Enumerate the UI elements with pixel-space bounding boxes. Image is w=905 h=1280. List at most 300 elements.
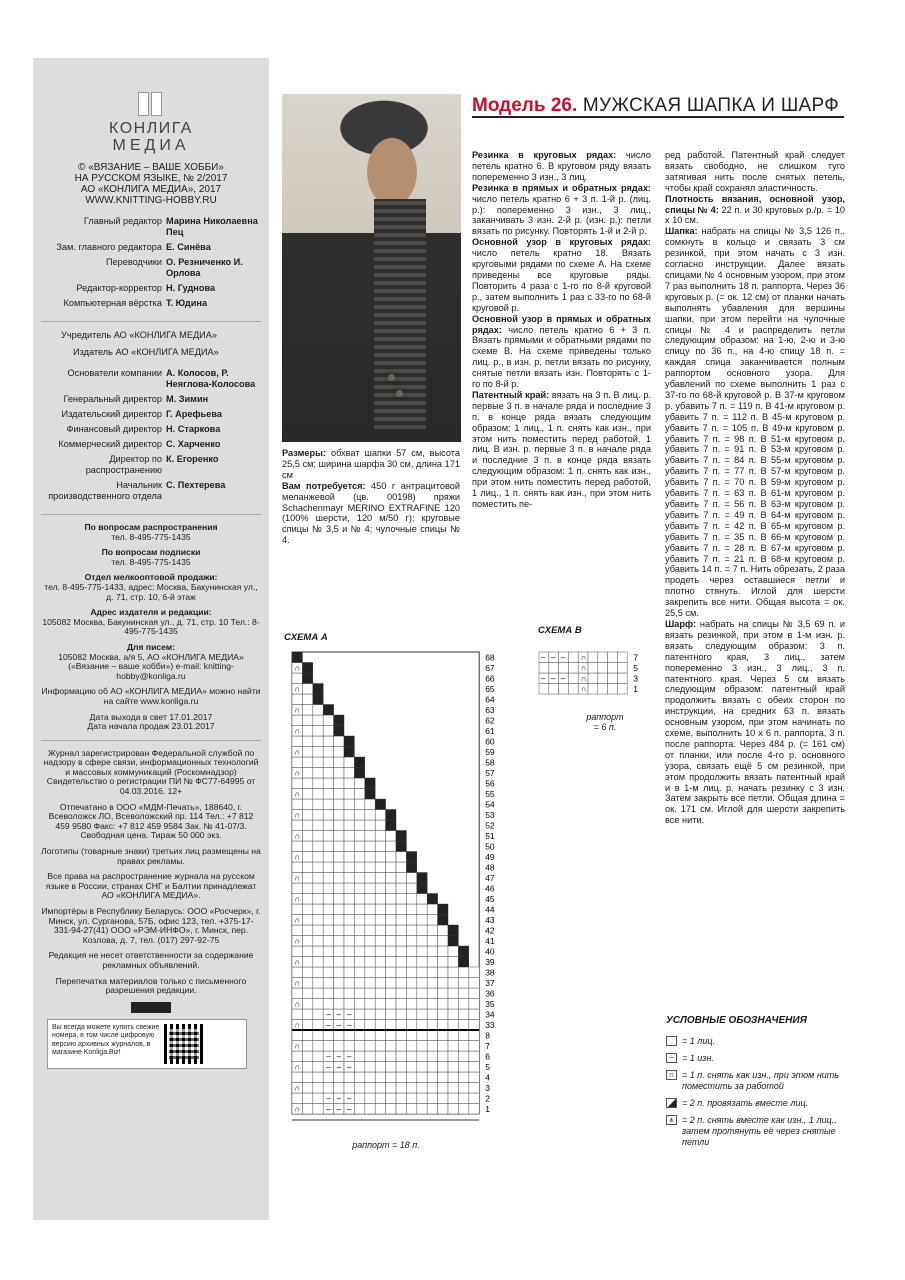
chart-cell [406, 894, 416, 905]
chart-cell [406, 957, 416, 968]
chart-cell [417, 904, 427, 915]
chart-cell [344, 999, 354, 1010]
logo-mark-icon [138, 92, 164, 116]
chart-cell [375, 883, 385, 894]
editorial-staff [41, 216, 261, 309]
chart-cell [458, 1009, 468, 1020]
chart-cell [417, 957, 427, 968]
pub-line: НА РУССКОМ ЯЗЫКЕ, № 2/2017 [74, 173, 228, 184]
k2tog-mark [313, 684, 323, 695]
chart-cell [365, 894, 375, 905]
staff-name: С. Пехтерева [166, 480, 226, 490]
chart-cell [375, 1072, 385, 1083]
founder: Учредитель АО «КОНЛИГА МЕДИА» [61, 330, 218, 340]
k2tog-mark [396, 841, 406, 852]
chart-cell [427, 946, 437, 957]
chart-cell [438, 1041, 448, 1052]
k2tog-mark [406, 862, 416, 873]
chart-cell [323, 915, 333, 926]
chart-cell [302, 1083, 312, 1094]
chart-cell [302, 768, 312, 779]
button-image [388, 374, 395, 381]
chart-cell [365, 999, 375, 1010]
chart-cell [427, 1072, 437, 1083]
legend-item [666, 1115, 846, 1148]
chart-cell [396, 1020, 406, 1031]
chart-cell [469, 967, 479, 978]
chart-cell [469, 988, 479, 999]
section-text: набрать на спицы № 3,5 126 п., сомкнуть в кольцо и связать 3 см резинкой, при этом начать с 3 изн. согласно инструкции. Далее вязать спицами № 4 основным узором, при этом 7 раз выполнить 18 п. раппорта. Через 36 круговых р. (= ок. 12 см) от планки начать выполнять убавления для вершины шапки, при этом перейти на чулочные спицы № 4 и распределить петли следующим образом: на 1-ю, 2-ю и 3-ю спицу по 36 п., на 4-ю спицу 18 п. = каждая спица заканчивается полным раппортом основного узора. Для убавлений по схеме выполнить 1 раз с 37-го по 68-й круговой р. В 37-м круговом р. убавить 7 п. = 119 п. В 41-м круговом р. убавить 7 п. = 112 п. В 45-м круговом р. убавить 7 п. = 105 п. В 49-м круговом р. убавить 7 п. = 98 п. В 51-м круговом р. убавить 7 п. = 91 п. В 53-м круговом р. убавить 7 п. = 84 п. В 55-м круговом р. убавить 7 п. = 77 п. В 57-м круговом р. убавить 7 п. = 70 п. В 59-м круговом р. убавить 7 п. = 63 п. В 61-м круговом р. убавить 7 п. = 56 п. В 63-м круговом р. убавить 7 п. = 49 п. В 64-м круговом р. убавить 7 п. = 42 п. В 65-м круговом р. убавить 7 п. = 35 п. В 66-м круговом р. убавить 7 п. = 28 п. В 67-м круговом р. убавить 7 п. = 21 п. В 68-м круговом р. убавить 14 п. = 7 п. Нить обрезать, 2 раза продеть через оставшиеся петли и плотно стянуть. Иглой для шерсти закрепить все нити. Общая высота = ок. 25,5 см. [665, 226, 845, 619]
chart-cell [313, 789, 323, 800]
k2tog-mark [302, 663, 312, 674]
k2tog-mark [354, 768, 364, 779]
section-heading: Шапка: [665, 226, 698, 237]
schema-b-rapport [580, 712, 630, 732]
chart-cell [292, 1051, 302, 1062]
chart-cell [365, 1093, 375, 1104]
chart-cell [292, 988, 302, 999]
chart-cell [323, 726, 333, 737]
chart-cell [292, 715, 302, 726]
importers-text: Импортёры в Республику Беларусь: ООО «Росчерк», г. Минск, ул. Сурганова, 57Б, офис 123, тел. +375-17-331-94-27(41) ООО «РЭМ-ИНФО», г. Минск, пер. Козлова, д. 7, тел. (017) 297-92-75 [41, 906, 261, 945]
chart-cell [302, 988, 312, 999]
contact-head: По вопросам распространения [84, 522, 218, 532]
chart-cell [458, 1104, 468, 1115]
section-text: число петель кратно 18. Вязать круговыми рядами по схеме А. На схеме приведены все круговые ряды. Повторить 4 раза с 1-го по 8-й круговой р., затем выполнить 1 раз с 33-го по 68-й круговой р. [472, 248, 651, 313]
slip-mark: ∩ [294, 873, 301, 883]
chart-cell [302, 883, 312, 894]
k2tog-symbol-icon [666, 1098, 677, 1108]
chart-cell [617, 684, 627, 695]
chart-cell [386, 1093, 396, 1104]
staff-role: Директор по распространению [85, 454, 162, 475]
slip-mark: ∩ [294, 936, 301, 946]
chart-cell [396, 1093, 406, 1104]
chart-cell [386, 894, 396, 905]
chart-cell [302, 789, 312, 800]
chart-cell [427, 904, 437, 915]
row-number: 62 [485, 715, 495, 726]
row-number: 39 [485, 957, 495, 967]
chart-cell [354, 1009, 364, 1020]
chart-cell [302, 873, 312, 884]
legend-item [666, 1036, 846, 1047]
chart-cell [365, 946, 375, 957]
contact-text: тел. 8-495-775-1433, адрес: Москва, Бакунинская ул., д. 71, стр. 10, 6-й этаж [44, 581, 258, 602]
chart-cell [323, 894, 333, 905]
schema-b-chart [537, 650, 647, 703]
chart-cell [386, 1041, 396, 1052]
chart-cell [386, 978, 396, 989]
section-heading: Основной узор в прямых и обратных рядах: [472, 313, 651, 335]
chart-cell [438, 1104, 448, 1115]
row-number: 63 [485, 705, 495, 715]
chart-cell [375, 946, 385, 957]
chart-cell [417, 1030, 427, 1041]
chart-cell [334, 894, 344, 905]
chart-cell [365, 799, 375, 810]
chart-cell [334, 747, 344, 758]
chart-cell [448, 1020, 458, 1031]
chart-cell [313, 799, 323, 810]
chart-cell [302, 904, 312, 915]
chart-cell [292, 883, 302, 894]
k2tog-mark [406, 852, 416, 863]
chart-cell [323, 883, 333, 894]
chart-cell [323, 936, 333, 947]
row-number: 43 [485, 915, 495, 925]
legal-info [41, 749, 261, 996]
schema-b-label: СХЕМА В [538, 625, 582, 636]
slip-mark: ∩ [580, 653, 587, 662]
chart-cell [458, 978, 468, 989]
row-number: 34 [485, 1009, 495, 1020]
chart-cell [386, 946, 396, 957]
chart-cell [365, 925, 375, 936]
staff-name: М. Зимин [166, 394, 209, 404]
chart-cell [302, 1104, 312, 1115]
chart-cell [313, 726, 323, 737]
chart-cell [427, 915, 437, 926]
staff-name: Е. Синёва [166, 242, 211, 252]
chart-cell [334, 852, 344, 863]
chart-cell [469, 1062, 479, 1073]
chart-cell [396, 1062, 406, 1073]
instructions-column-1 [472, 150, 651, 510]
chart-cell [427, 1041, 437, 1052]
chart-cell [292, 778, 302, 789]
chart-cell [323, 957, 333, 968]
chart-cell [344, 967, 354, 978]
chart-cell [313, 862, 323, 873]
qr-text: Вы всегда можете купить свежие номера, в том числе цифровую версию архивных журналов, в магазине Konliga.Biz! [52, 1023, 160, 1057]
chart-cell [334, 778, 344, 789]
chart-cell [354, 862, 364, 873]
chart-cell [323, 810, 333, 821]
chart-cell [588, 652, 598, 663]
chart-cell [608, 663, 618, 674]
chart-cell [354, 988, 364, 999]
chart-cell [375, 1030, 385, 1041]
k2tog-mark [448, 925, 458, 936]
chart-cell [334, 810, 344, 821]
chart-cell [313, 988, 323, 999]
chart-cell [313, 946, 323, 957]
row-number: 46 [485, 883, 495, 894]
button-image [396, 390, 403, 397]
chart-cell [334, 904, 344, 915]
chart-cell [417, 915, 427, 926]
row-number: 44 [485, 904, 495, 915]
row-number: 51 [485, 831, 495, 841]
k2tog-mark [448, 936, 458, 947]
chart-cell [354, 873, 364, 884]
chart-cell [396, 999, 406, 1010]
registration-text: Журнал зарегистрирован Федеральной службой по надзору в сфере связи, информационных технологий и массовых коммуникаций (Роскомнадзор) Свидетельство о регистрации ПИ № ФС77-64995 от 04.03.2016. 12+ [43, 747, 259, 797]
chart-cell [323, 999, 333, 1010]
staff-name: Н. Гуднова [166, 283, 216, 293]
chart-cell [354, 1030, 364, 1041]
slip-mark: ∩ [294, 915, 301, 925]
chart-cell [313, 999, 323, 1010]
chart-cell [406, 1083, 416, 1094]
chart-cell [406, 1093, 416, 1104]
chart-cell [417, 978, 427, 989]
materials-text: 450 г антрацитовой меланжевой (цв. 00198) пряжи Schachenmayr MERINO EXTRAFINE 120 (100% шерсти, 120 м/50 г); круговые спицы № 3,5 и № 4; чулочные спицы № 4. [282, 480, 460, 546]
chart-cell [386, 936, 396, 947]
section-heading: Шарф: [665, 618, 697, 629]
purl-mark: – [560, 653, 566, 662]
chart-cell [396, 883, 406, 894]
chart-cell [302, 1020, 312, 1031]
chart-cell [365, 1020, 375, 1031]
staff-role: Генеральный директор [63, 394, 162, 404]
chart-cell [396, 1041, 406, 1052]
chart-cell [313, 1051, 323, 1062]
chart-cell [406, 1104, 416, 1115]
chart-cell [344, 1072, 354, 1083]
chart-cell [386, 1083, 396, 1094]
k2tog-mark [344, 747, 354, 758]
chart-cell [438, 1051, 448, 1062]
chart-cell [375, 904, 385, 915]
chart-cell [469, 1009, 479, 1020]
chart-cell [396, 1009, 406, 1020]
chart-cell [302, 694, 312, 705]
purl-mark: – [347, 1094, 352, 1103]
legend-text: = 1 лиц. [682, 1036, 715, 1046]
chart-cell [354, 852, 364, 863]
chart-cell [302, 852, 312, 863]
chart-cell [438, 957, 448, 968]
slip-mark: ∩ [294, 1062, 301, 1072]
row-number: 55 [485, 789, 495, 799]
chart-cell [438, 1030, 448, 1041]
chart-cell [334, 1083, 344, 1094]
chart-cell [375, 873, 385, 884]
chart-cell [417, 1020, 427, 1031]
chart-cell [323, 841, 333, 852]
chart-cell [438, 967, 448, 978]
chart-cell [375, 894, 385, 905]
chart-cell [386, 873, 396, 884]
chart-cell [354, 1051, 364, 1062]
contact-head: Адрес издателя и редакции: [90, 607, 212, 618]
row-number: 4 [485, 1072, 490, 1083]
chart-cell [448, 988, 458, 999]
chart-cell [386, 1072, 396, 1083]
chart-cell [406, 978, 416, 989]
chart-cell [448, 967, 458, 978]
chart-cell [354, 925, 364, 936]
chart-cell [302, 705, 312, 716]
chart-cell [448, 1051, 458, 1062]
chart-cell [313, 1041, 323, 1052]
chart-cell [302, 726, 312, 737]
row-number: 35 [485, 999, 495, 1009]
chart-cell [334, 873, 344, 884]
contact-head: Отдел мелкооптовой продажи: [84, 572, 218, 583]
chart-cell [417, 1041, 427, 1052]
chart-cell [608, 652, 618, 663]
row-number: 53 [485, 810, 495, 820]
chart-cell [427, 936, 437, 947]
chart-cell [302, 915, 312, 926]
purl-mark: – [326, 1094, 331, 1103]
contact-text: тел. 8-495-775-1435 [111, 531, 191, 542]
staff-role: Издательский директор [61, 409, 162, 419]
chart-cell [334, 988, 344, 999]
chart-cell [365, 1051, 375, 1062]
k2tog-mark [302, 673, 312, 684]
chart-cell [302, 1072, 312, 1083]
chart-cell [375, 978, 385, 989]
chart-cell [375, 1051, 385, 1062]
chart-cell [427, 1020, 437, 1031]
chart-cell [386, 852, 396, 863]
staff-role: Редактор-корректор [76, 283, 162, 293]
chart-cell [313, 967, 323, 978]
chart-cell [417, 1009, 427, 1020]
pub-line: © «ВЯЗАНИЕ – ВАШЕ ХОББИ» [78, 162, 224, 173]
row-number: 42 [485, 925, 495, 936]
chart-cell [292, 862, 302, 873]
chart-cell [302, 736, 312, 747]
row-number: 61 [485, 726, 495, 736]
chart-cell [448, 999, 458, 1010]
slip-mark: ∩ [294, 768, 301, 778]
chart-cell [539, 684, 549, 695]
section-text: 22 п. и 30 круговых р./р. = 10 х 10 см. [665, 204, 845, 226]
legend-text: = 2 п. снять вместе как изн., 1 лиц., затем протянуть её через снятые петли [682, 1115, 837, 1147]
chart-cell [396, 925, 406, 936]
chart-cell [334, 831, 344, 842]
chart-cell [396, 862, 406, 873]
chart-cell [568, 652, 578, 663]
row-number: 37 [485, 978, 495, 988]
chart-cell [375, 862, 385, 873]
chart-cell [396, 978, 406, 989]
sizes-heading: Размеры: [282, 448, 326, 458]
chart-cell [334, 820, 344, 831]
chart-cell [396, 1051, 406, 1062]
date-sale: Дата начала продаж 23.01.2017 [87, 721, 215, 732]
chart-cell [386, 925, 396, 936]
chart-cell [334, 925, 344, 936]
chart-cell [427, 999, 437, 1010]
purl-mark: – [336, 1104, 342, 1114]
k2tog-mark [365, 789, 375, 800]
chart-cell [438, 978, 448, 989]
section-text: число петель кратно 6 + 3 п. Вязать прямыми и обратными рядами по схеме В. На схеме приведены только лиц. р., в изн. р. петли вязать по рисунку, снятые петли вязать изн. Повторять с 1-го по 8-й р. [472, 324, 651, 390]
k2tog-mark [334, 715, 344, 726]
imprint-sidebar [33, 58, 269, 1220]
chart-cell [386, 831, 396, 842]
chart-cell [334, 999, 344, 1010]
chart-cell [386, 1030, 396, 1041]
knit-symbol-icon [666, 1036, 677, 1046]
chart-cell [427, 1104, 437, 1115]
k2tog-mark [386, 810, 396, 821]
chart-cell [458, 1072, 468, 1083]
chart-cell [598, 652, 608, 663]
chart-cell [438, 1009, 448, 1020]
chart-cell [313, 1104, 323, 1115]
k2tog-mark [417, 873, 427, 884]
chart-cell [406, 1041, 416, 1052]
chart-cell [396, 904, 406, 915]
chart-cell [292, 820, 302, 831]
chart-cell [354, 978, 364, 989]
chart-cell [323, 946, 333, 957]
chart-cell [458, 1020, 468, 1031]
chart-cell [344, 957, 354, 968]
chart-cell [458, 1062, 468, 1073]
logo-line1: КОНЛИГА [109, 120, 193, 137]
chart-cell [375, 957, 385, 968]
staff-role: Компьютерная вёрстка [63, 298, 162, 308]
chart-cell [365, 883, 375, 894]
slip-mark: ∩ [294, 1104, 301, 1114]
instructions-column-2 [665, 150, 845, 826]
slip-mark: ∩ [294, 810, 301, 820]
slip-mark: ∩ [580, 684, 587, 694]
purl-mark: – [326, 1104, 331, 1114]
row-number: 45 [485, 894, 495, 904]
chart-cell [323, 978, 333, 989]
chart-cell [365, 831, 375, 842]
qr-promo [47, 1019, 247, 1069]
chart-cell [438, 1072, 448, 1083]
chart-cell [386, 1009, 396, 1020]
chart-cell [323, 1072, 333, 1083]
chart-cell [396, 1072, 406, 1083]
chart-cell [302, 936, 312, 947]
chart-cell [417, 1051, 427, 1062]
chart-cell [354, 1041, 364, 1052]
chart-cell [313, 1062, 323, 1073]
purl-mark: – [560, 674, 566, 683]
chart-cell [302, 957, 312, 968]
k2tog-mark [396, 831, 406, 842]
chart-cell [344, 1083, 354, 1094]
rapport-line: = 6 п. [593, 722, 617, 732]
slip-mark: ∩ [294, 789, 301, 799]
chart-cell [458, 1030, 468, 1041]
pub-line: WWW.KNITTING-HOBBY.RU [85, 195, 217, 206]
company-staff [41, 368, 261, 502]
contact-head: По вопросам подписки [101, 547, 201, 558]
section-heading: Плотность вязания, основной узор, спицы № 4: [665, 193, 845, 215]
chart-cell [417, 1104, 427, 1115]
chart-cell [302, 715, 312, 726]
rights-text: Все права на распространение журнала на русском языке в России, странах СНГ и Балтии принадлежат АО «КОНЛИГА МЕДИА». [45, 871, 257, 901]
date-out: Дата выхода в свет 17.01.2017 [89, 711, 213, 722]
row-number: 1 [485, 1104, 490, 1114]
chart-cell [406, 999, 416, 1010]
chart-cell [417, 1072, 427, 1083]
purl-mark: – [326, 1062, 331, 1072]
row-number: 54 [485, 799, 495, 810]
chart-cell [302, 757, 312, 768]
chart-cell [302, 999, 312, 1010]
chart-cell [323, 757, 333, 768]
slip-mark: ∩ [294, 705, 301, 715]
chart-cell [302, 810, 312, 821]
chart-cell [365, 820, 375, 831]
row-number: 48 [485, 862, 495, 873]
chart-cell [354, 946, 364, 957]
